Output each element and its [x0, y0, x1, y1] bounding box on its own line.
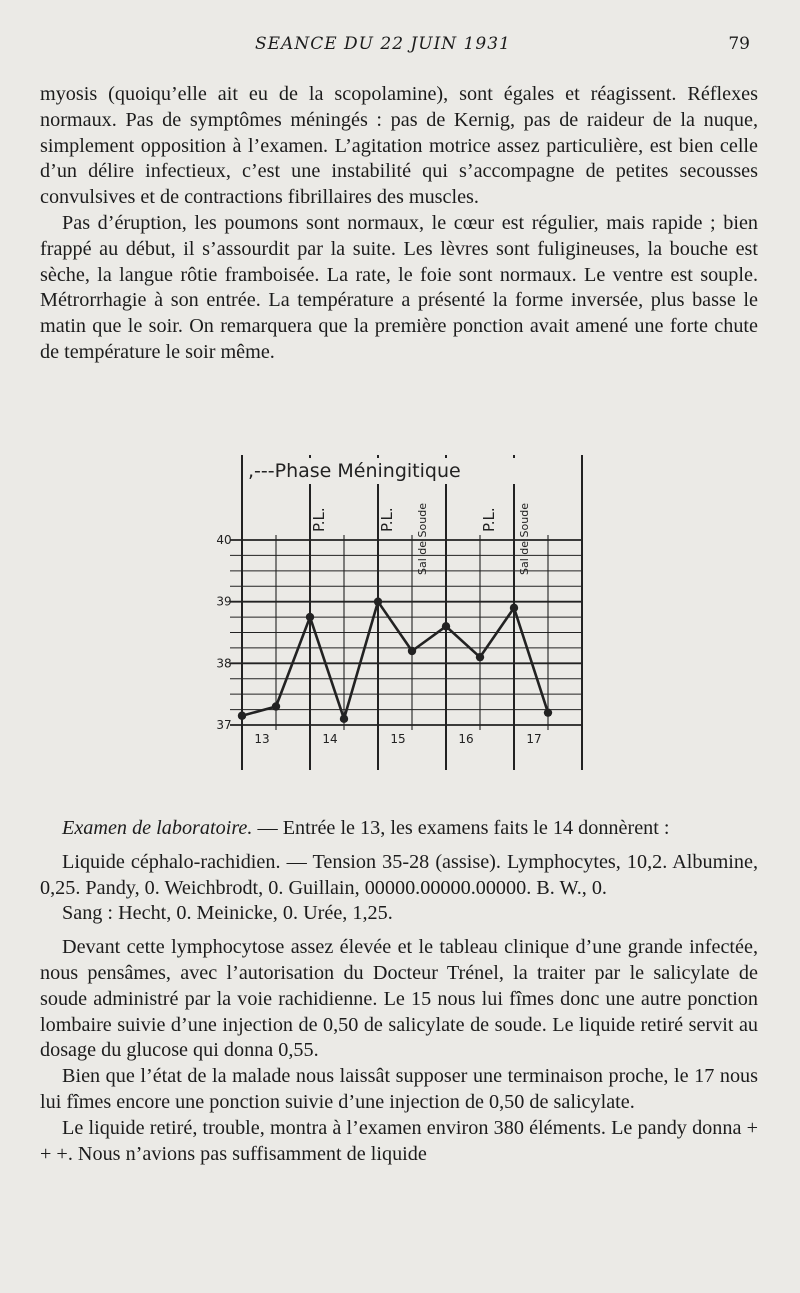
running-title: SEANCE DU 22 JUIN 1931: [255, 34, 511, 54]
paragraph: Bien que l’état de la malade nous laissât supposer une terminaison proche, le 17 nous lui fîmes encore une ponction suivie d’une injection de 0,50 de salicylate.: [40, 1065, 758, 1113]
temperature-chart: [210, 450, 600, 780]
paragraph: Devant cette lymphocytose assez élevée et le tableau clinique d’une grande infectée, nous pensâmes, avec l’autorisation du Docteur Trénel, la traiter par le salicylate de soude administré par la voie rachidienne. Le 15 nous lui fîmes donc une autre ponction lombaire suivie d’une injection de 0,50 de salicylate de soude. Le liquide retiré servit au dosage du glucose qui donna 0,55.: [40, 936, 758, 1062]
chart-title: ,---Phase Méningitique: [248, 460, 461, 482]
temperature-line: [242, 602, 548, 719]
x-tick-label: 14: [322, 732, 338, 746]
temperature-point: [272, 702, 280, 710]
temperature-point: [340, 715, 348, 723]
annotation-pl: P.L.: [378, 507, 396, 532]
temperature-chart-svg: [210, 450, 600, 780]
temperature-point: [374, 597, 382, 605]
page-number: 79: [728, 34, 750, 54]
y-tick-label: 39: [216, 594, 232, 609]
csf-results: Liquide céphalo-rachidien. — Tension 35-28 (assise). Lymphocytes, 10,2. Albumine, 0,25. Pandy, 0. Weichbrodt, 0. Guillain, 00000.00000.00000. B. W., 0.: [40, 850, 758, 899]
paragraph: myosis (quoiqu’elle ait eu de la scopolamine), sont égales et réagissent. Réflexes normaux. Pas de symptômes méningés : pas de Kernig, pas de raideur de la nuque, simplement opposition à l’examen. L’agitation motrice assez particulière, est bien celle d’un délire infectieux, c’est une instabilité qui s’accompagne de petites secousses convulsives et de contractions fibrillaires des muscles.: [40, 83, 758, 209]
lab-heading-rest: — Entrée le 13, les examens faits le 14 donnèrent :: [252, 817, 670, 839]
paragraph: Pas d’éruption, les poumons sont normaux, le cœur est régulier, mais rapide ; bien frappé au début, il s’assourdit par la suite. Les lèvres sont fuligineuses, la bouche est sèche, la langue rôtie framboisée. La rate, le foie sont normaux. Le ventre est souple. Métrorrhagie à son entrée. La température a présenté la forme inversée, plus basse le matin que le soir. On remarquera que la première ponction avait amené une forte chute de température le soir même.: [40, 211, 758, 363]
y-tick-label: 38: [216, 656, 232, 671]
annotation-salicylate: Sal de Soude: [416, 503, 429, 575]
running-head: [0, 34, 800, 58]
text-block-bottom: [40, 816, 758, 1167]
temperature-point: [544, 708, 552, 716]
annotation-salicylate: Sal de Soude: [518, 503, 531, 575]
blood-results: Sang : Hecht, 0. Meinicke, 0. Urée, 1,25.: [62, 902, 393, 925]
annotation-pl: P.L.: [480, 507, 498, 532]
temperature-point: [238, 712, 246, 720]
x-tick-label: 17: [526, 732, 542, 746]
temperature-point: [306, 613, 314, 621]
temperature-point: [510, 604, 518, 612]
y-tick-label: 37: [216, 718, 232, 732]
x-tick-label: 15: [390, 732, 406, 746]
x-tick-label: 13: [254, 732, 270, 746]
annotation-pl: P.L.: [310, 507, 328, 532]
lab-section: [40, 816, 758, 842]
paragraph: Le liquide retiré, trouble, montra à l’examen environ 380 éléments. Le pandy donna + + +. Nous n’avions pas suffisamment de liquide: [40, 1116, 758, 1165]
text-block-top: [40, 82, 758, 366]
temperature-point: [408, 647, 416, 655]
temperature-point: [476, 653, 484, 661]
lab-heading: Examen de laboratoire.: [62, 817, 253, 839]
x-tick-label: 16: [458, 732, 474, 746]
temperature-point: [442, 622, 450, 630]
y-tick-label: 40: [216, 533, 232, 547]
